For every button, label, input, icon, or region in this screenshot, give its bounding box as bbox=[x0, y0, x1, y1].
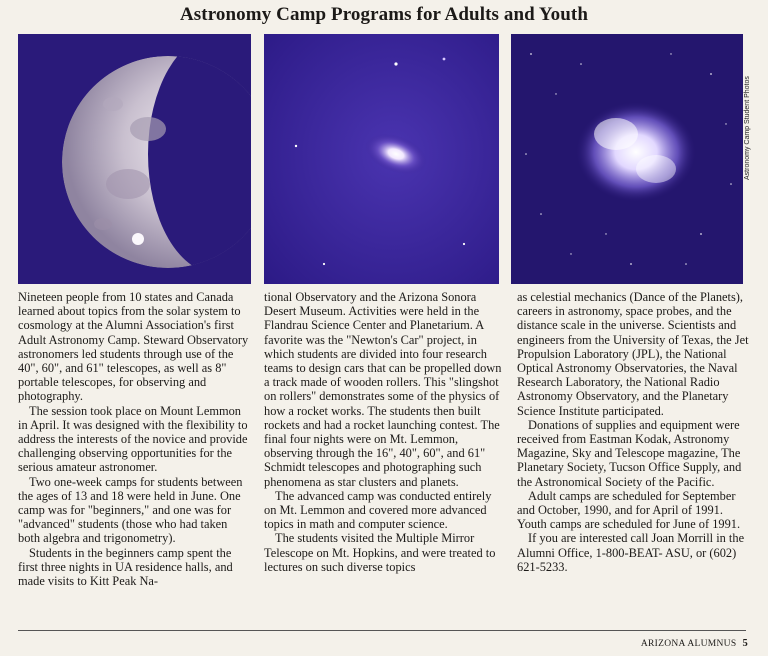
paragraph: Students in the beginners camp spent the first three nights in UA residence halls, and made visits to Kitt Peak Na- bbox=[18, 545, 233, 589]
article-column-2 bbox=[264, 290, 502, 574]
article-title: Astronomy Camp Programs for Adults and Youth bbox=[179, 4, 589, 25]
galaxy-photo bbox=[264, 34, 499, 284]
article-column-1 bbox=[18, 290, 251, 588]
paragraph: If you are interested call Joan Morrill in the Alumni Office, 1-800-BEAT- ASU, or (602) 621-5233. bbox=[517, 531, 745, 574]
photo-credit: Astronomy Camp Student Photos bbox=[744, 76, 751, 180]
paragraph: The session took place on Mount Lemmon in April. It was designed with the flexibility to address the interests of the novice and provide challenging observing opportunities for the serious amateur astronomer. bbox=[18, 403, 248, 475]
paragraph: tional Observatory and the Arizona Sonora Desert Museum. Activities were held in the Flandrau Science Center and Planetarium. A favorite was the "Newton's Car" project, in which students are divided into four research teams to design cars that can be propelled down a track made of wooden rollers. This "slingshot on rollers" demonstrates some of the physics of how a rocket works. The students then built rockets and had a rocket launching contest. The final four nights were on Mt. Lemmon, observing through the 16", 40", 60", and 61" Schmidt telescopes and photographing such phenomena as star clusters and planets. bbox=[264, 290, 502, 489]
paragraph: The advanced camp was conducted entirely on Mt. Lemmon and covered more advanced topics in math and computer science. bbox=[264, 488, 492, 532]
paragraph: Adult camps are scheduled for September and October, 1990, and for April of 1991. Youth camps are scheduled for June of 1991. bbox=[517, 488, 741, 532]
nebula-photo bbox=[511, 34, 743, 284]
paragraph: Nineteen people from 10 states and Canada learned about topics from the solar system to cosmology at the Alumni Association's first Adult Astronomy Camp. Steward Observatory astronomers led students through use of the 40", 60", and 61" telescopes, as well as 8" portable telescopes, for observing and photography. bbox=[18, 290, 249, 404]
page-footer bbox=[641, 638, 748, 649]
footer-divider bbox=[18, 630, 746, 631]
paragraph: as celestial mechanics (Dance of the Planets), careers in astronomy, space probes, and the distance scale in the universe. Scientists and engineers from the University of Texas, the Jet Propulsion Laboratory (JPL), the National Optical Astronomy Observatories, the Naval Research Laboratory, the National Radio Astronomy Observatory, and the Planetary Science Institute participated. bbox=[517, 290, 749, 418]
moon-photo bbox=[18, 34, 251, 284]
paragraph: The students visited the Multiple Mirror Telescope on Mt. Hopkins, and were treated to lectures on such diverse topics bbox=[264, 531, 496, 574]
page-number: 5 bbox=[742, 638, 748, 649]
paragraph: Donations of supplies and equipment were received from Eastman Kodak, Astronomy Magazine, Sky and Telescope magazine, The Planetary Society, Tucson Office Supply, and the Astronomical Society of the Pacific. bbox=[517, 417, 742, 489]
paragraph: Two one-week camps for students between the ages of 13 and 18 were held in June. One camp was for "beginners," and one was for "advanced" students (those who had taken both algebra and trigonometry). bbox=[18, 474, 243, 546]
publication-name: ARIZONA ALUMNUS bbox=[640, 639, 737, 649]
article-column-3 bbox=[517, 290, 749, 574]
